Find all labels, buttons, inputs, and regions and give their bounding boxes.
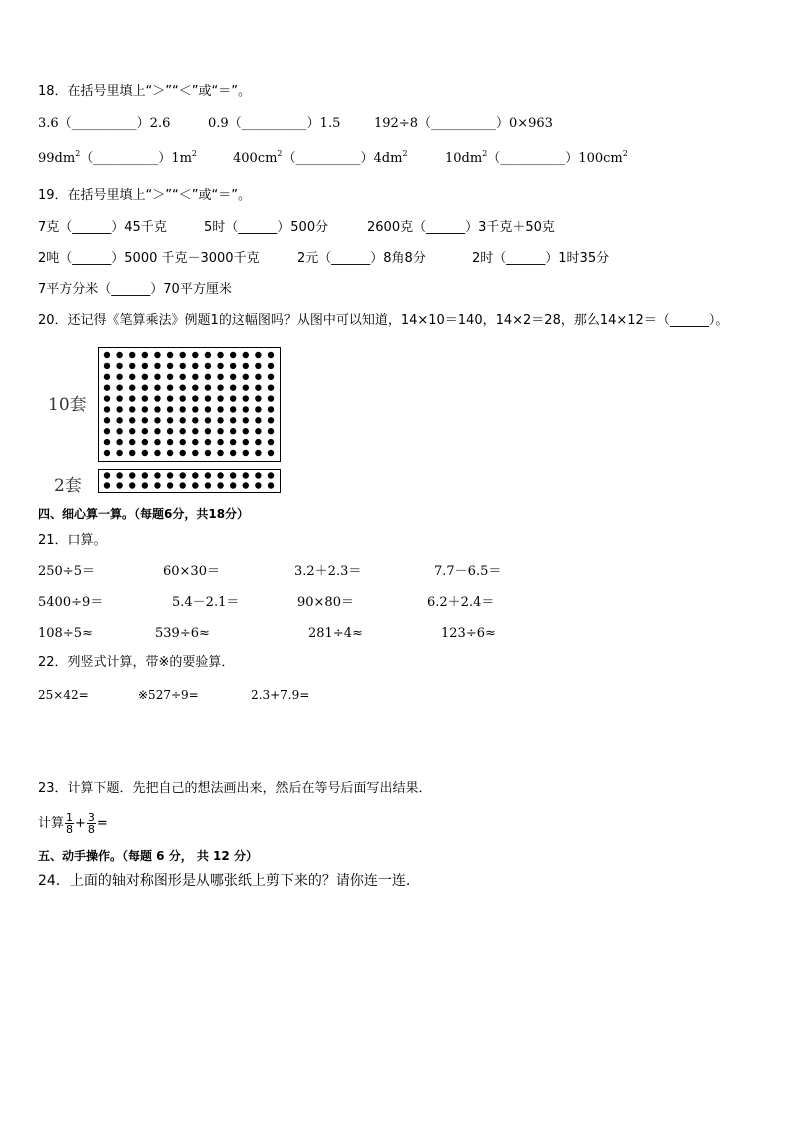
grid-dot: [243, 384, 249, 390]
grid-dot: [142, 439, 148, 445]
grid-dot: [255, 482, 261, 488]
equals-sign: =: [96, 816, 108, 831]
grid-dot: [104, 374, 110, 380]
q21-row1-item2: 60×30＝: [163, 564, 220, 579]
grid-dot: [268, 374, 274, 380]
grid-dot: [154, 482, 160, 488]
grid-dot: [192, 417, 198, 423]
grid-dot: [142, 406, 148, 412]
grid-dot: [104, 472, 110, 478]
grid-dot: [129, 472, 135, 478]
grid-dot: [129, 406, 135, 412]
grid-label-2-sets: 2套: [54, 476, 82, 496]
fraction-denominator: 8: [87, 823, 95, 836]
q23-prefix: 计算: [38, 816, 65, 831]
q21-row3-item1: 108÷5≈: [38, 626, 93, 641]
q22-item2: ※527÷9=: [138, 688, 199, 702]
grid-dot: [142, 482, 148, 488]
grid-dot: [179, 450, 185, 456]
grid-dot: [104, 482, 110, 488]
grid-dot: [154, 417, 160, 423]
q18-sup: 2: [277, 149, 283, 158]
grid-dot: [192, 363, 198, 369]
grid-dot: [104, 417, 110, 423]
grid-dot: [255, 352, 261, 358]
grid-dot: [192, 450, 198, 456]
grid-dot: [192, 482, 198, 488]
grid-dot: [116, 417, 122, 423]
q18-unit: 400cm: [233, 151, 278, 166]
q18-sup: 2: [402, 149, 408, 158]
grid-dot: [192, 384, 198, 390]
grid-dot: [255, 417, 261, 423]
grid-dot: [142, 374, 148, 380]
q18-title: 18．在括号里填上“＞”“＜”或“＝”。: [38, 84, 251, 99]
q18-unit: 4dm: [373, 151, 403, 166]
q20-title: 20．还记得《笔算乘法》例题1的这幅图吗？从图中可以知道，14×10＝140，14×2＝28，那么14×12＝（______）。: [38, 313, 729, 328]
grid-dot: [116, 439, 122, 445]
grid-dot: [142, 363, 148, 369]
grid-dot: [243, 472, 249, 478]
grid-dot: [154, 395, 160, 401]
q19-row1-item2: 5时（______）500分: [204, 220, 329, 235]
grid-dot: [129, 482, 135, 488]
q18-sup: 2: [482, 149, 488, 158]
q23-expression: [38, 808, 108, 840]
dot-grid-top: [98, 347, 281, 462]
grid-dot: [179, 472, 185, 478]
q19-row2-item3: 2时（______）1时35分: [472, 251, 610, 266]
q21-row2-item4: 6.2＋2.4＝: [427, 595, 495, 610]
q19-row2-item2: 2元（______）8角8分: [297, 251, 426, 266]
q21-title: 21．口算。: [38, 533, 107, 548]
q22-item3: 2.3+7.9=: [251, 688, 310, 702]
q19-row3-item1: 7平方分米（______）70平方厘米: [38, 282, 232, 297]
grid-dot: [167, 363, 173, 369]
q18-unit: 99dm: [38, 151, 76, 166]
grid-dot: [255, 384, 261, 390]
q19-row2-item1: 2吨（______）5000 千克－3000千克: [38, 251, 260, 266]
grid-dot: [154, 439, 160, 445]
grid-dot: [268, 450, 274, 456]
grid-dot: [179, 406, 185, 412]
grid-dot: [167, 406, 173, 412]
grid-dot: [104, 352, 110, 358]
grid-dot: [230, 482, 236, 488]
grid-dot: [243, 450, 249, 456]
plus-sign: +: [75, 816, 86, 831]
grid-label-10-sets: 10套: [48, 395, 87, 415]
grid-dot: [230, 363, 236, 369]
grid-dot: [205, 428, 211, 434]
grid-dot: [104, 363, 110, 369]
grid-dot: [255, 406, 261, 412]
q18-unit: 10dm: [445, 151, 483, 166]
grid-dot: [268, 384, 274, 390]
grid-dot: [154, 363, 160, 369]
grid-dot: [268, 406, 274, 412]
grid-dot: [179, 417, 185, 423]
grid-dot: [243, 417, 249, 423]
grid-dot: [179, 374, 185, 380]
q21-row1-item4: 7.7－6.5＝: [434, 564, 502, 579]
grid-dot: [205, 406, 211, 412]
grid-dot: [154, 472, 160, 478]
grid-dot: [179, 363, 185, 369]
grid-dot: [116, 428, 122, 434]
grid-dot: [129, 417, 135, 423]
grid-dot: [179, 439, 185, 445]
grid-dot: [192, 406, 198, 412]
grid-dot: [192, 439, 198, 445]
grid-dot: [217, 482, 223, 488]
grid-dot: [104, 406, 110, 412]
grid-dot: [167, 417, 173, 423]
grid-dot: [230, 352, 236, 358]
dot-grid-bottom-svg: [99, 470, 279, 491]
grid-dot: [205, 439, 211, 445]
grid-dot: [255, 439, 261, 445]
grid-dot: [116, 472, 122, 478]
grid-dot: [179, 352, 185, 358]
grid-dot: [167, 384, 173, 390]
grid-dot: [205, 384, 211, 390]
q18-unit: 1m: [171, 151, 192, 166]
grid-dot: [179, 384, 185, 390]
grid-dot: [205, 352, 211, 358]
grid-dot: [129, 439, 135, 445]
grid-dot: [154, 406, 160, 412]
fraction-numerator: 3: [87, 811, 95, 824]
grid-dot: [167, 439, 173, 445]
grid-dot: [255, 450, 261, 456]
grid-dot: [243, 374, 249, 380]
section5-title: 五、动手操作。（每题 6 分， 共 12 分）: [38, 849, 258, 863]
fraction-numerator: 1: [66, 811, 74, 824]
q21-row1-item3: 3.2＋2.3＝: [294, 564, 362, 579]
grid-dot: [268, 428, 274, 434]
q21-row2-item2: 5.4－2.1＝: [172, 595, 240, 610]
grid-dot: [217, 417, 223, 423]
q18-row1-item2: 0.9（__________）1.5: [208, 116, 341, 131]
grid-dot: [243, 428, 249, 434]
grid-dot: [179, 395, 185, 401]
q18-row1-item1: 3.6（__________）2.6: [38, 116, 171, 131]
grid-dot: [192, 428, 198, 434]
q21-row3-item2: 539÷6≈: [155, 626, 210, 641]
grid-dot: [268, 472, 274, 478]
grid-dot: [217, 406, 223, 412]
q19-row1-item3: 2600克（______）3千克＋50克: [367, 220, 555, 235]
q18-blank: （__________）: [487, 151, 579, 166]
grid-dot: [192, 472, 198, 478]
grid-dot: [142, 428, 148, 434]
grid-dot: [243, 406, 249, 412]
fraction-three-eighths: [87, 812, 96, 835]
grid-dot: [167, 395, 173, 401]
grid-dot: [154, 428, 160, 434]
grid-dot: [243, 395, 249, 401]
grid-dot: [129, 374, 135, 380]
grid-dot: [268, 417, 274, 423]
grid-dot: [104, 428, 110, 434]
grid-dot: [230, 374, 236, 380]
grid-dot: [255, 428, 261, 434]
grid-dot: [205, 472, 211, 478]
grid-dot: [205, 417, 211, 423]
q22-item1: 25×42=: [38, 688, 89, 702]
grid-dot: [205, 450, 211, 456]
grid-dot: [243, 352, 249, 358]
grid-dot: [255, 472, 261, 478]
grid-dot: [230, 472, 236, 478]
q23-title: 23．计算下题．先把自己的想法画出来，然后在等号后面写出结果．: [38, 781, 432, 796]
grid-dot: [268, 363, 274, 369]
fraction-denominator: 8: [66, 823, 74, 836]
q18-blank: （__________）: [80, 151, 172, 166]
grid-dot: [116, 450, 122, 456]
grid-dot: [154, 384, 160, 390]
q18-row2-item2: [233, 151, 408, 167]
grid-dot: [268, 482, 274, 488]
grid-dot: [255, 395, 261, 401]
grid-dot: [217, 374, 223, 380]
grid-dot: [230, 384, 236, 390]
grid-dot: [255, 374, 261, 380]
dot-grid-bottom: [98, 469, 281, 493]
grid-dot: [217, 439, 223, 445]
grid-dot: [104, 384, 110, 390]
grid-dot: [205, 482, 211, 488]
grid-dot: [116, 352, 122, 358]
grid-dot: [167, 482, 173, 488]
grid-dot: [192, 352, 198, 358]
grid-dot: [116, 384, 122, 390]
grid-dot: [205, 374, 211, 380]
fraction-one-eighth: [65, 812, 74, 835]
q21-row1-item1: 250÷5＝: [38, 564, 95, 579]
grid-dot: [104, 395, 110, 401]
q21-row2-item1: 5400÷9＝: [38, 595, 104, 610]
grid-dot: [154, 450, 160, 456]
grid-dot: [142, 384, 148, 390]
grid-dot: [129, 395, 135, 401]
grid-dot: [129, 450, 135, 456]
grid-dot: [129, 384, 135, 390]
q18-sup: 2: [75, 149, 81, 158]
q22-title: 22．列竖式计算，带※的要验算．: [38, 655, 235, 670]
grid-dot: [129, 363, 135, 369]
grid-dot: [167, 352, 173, 358]
dot-grid-top-svg: [99, 348, 279, 460]
grid-dot: [243, 439, 249, 445]
grid-dot: [142, 395, 148, 401]
grid-dot: [230, 395, 236, 401]
grid-dot: [116, 406, 122, 412]
grid-dot: [154, 352, 160, 358]
grid-dot: [217, 428, 223, 434]
grid-dot: [129, 352, 135, 358]
q18-row2-item3: [445, 151, 628, 167]
grid-dot: [116, 395, 122, 401]
grid-dot: [217, 450, 223, 456]
grid-dot: [230, 417, 236, 423]
grid-dot: [205, 395, 211, 401]
grid-dot: [104, 450, 110, 456]
grid-dot: [217, 352, 223, 358]
q21-row3-item3: 281÷4≈: [308, 626, 363, 641]
grid-dot: [142, 472, 148, 478]
grid-dot: [243, 363, 249, 369]
q18-blank: （__________）: [282, 151, 374, 166]
q18-sup: 2: [622, 149, 628, 158]
q18-row1-item3: 192÷8（__________）0×963: [374, 116, 553, 131]
grid-dot: [104, 439, 110, 445]
grid-dot: [116, 363, 122, 369]
grid-dot: [205, 363, 211, 369]
q19-title: 19．在括号里填上“＞”“＜”或“＝”。: [38, 188, 251, 203]
q21-row2-item3: 90×80＝: [297, 595, 354, 610]
section4-title: 四、细心算一算。（每题6分，共18分）: [38, 507, 250, 521]
grid-dot: [167, 374, 173, 380]
grid-dot: [167, 472, 173, 478]
grid-dot: [192, 395, 198, 401]
grid-dot: [230, 439, 236, 445]
grid-dot: [129, 428, 135, 434]
grid-dot: [142, 417, 148, 423]
q21-row3-item4: 123÷6≈: [441, 626, 496, 641]
grid-dot: [142, 450, 148, 456]
q24-title: 24．上面的轴对称图形是从哪张纸上剪下来的？请你连一连.: [38, 873, 411, 889]
grid-dot: [268, 439, 274, 445]
grid-dot: [217, 363, 223, 369]
grid-dot: [116, 482, 122, 488]
grid-dot: [179, 428, 185, 434]
grid-dot: [255, 363, 261, 369]
grid-dot: [230, 428, 236, 434]
grid-dot: [268, 395, 274, 401]
grid-dot: [167, 428, 173, 434]
grid-dot: [154, 374, 160, 380]
grid-dot: [192, 374, 198, 380]
grid-dot: [268, 352, 274, 358]
q18-unit: 100cm: [578, 151, 623, 166]
grid-dot: [243, 482, 249, 488]
grid-dot: [179, 482, 185, 488]
q19-row1-item1: 7克（______）45千克: [38, 220, 167, 235]
grid-dot: [167, 450, 173, 456]
grid-dot: [217, 384, 223, 390]
grid-dot: [142, 352, 148, 358]
grid-dot: [230, 450, 236, 456]
grid-dot: [217, 472, 223, 478]
grid-dot: [116, 374, 122, 380]
grid-dot: [230, 406, 236, 412]
q18-row2-item1: [38, 151, 197, 167]
grid-dot: [217, 395, 223, 401]
q18-sup: 2: [191, 149, 198, 158]
